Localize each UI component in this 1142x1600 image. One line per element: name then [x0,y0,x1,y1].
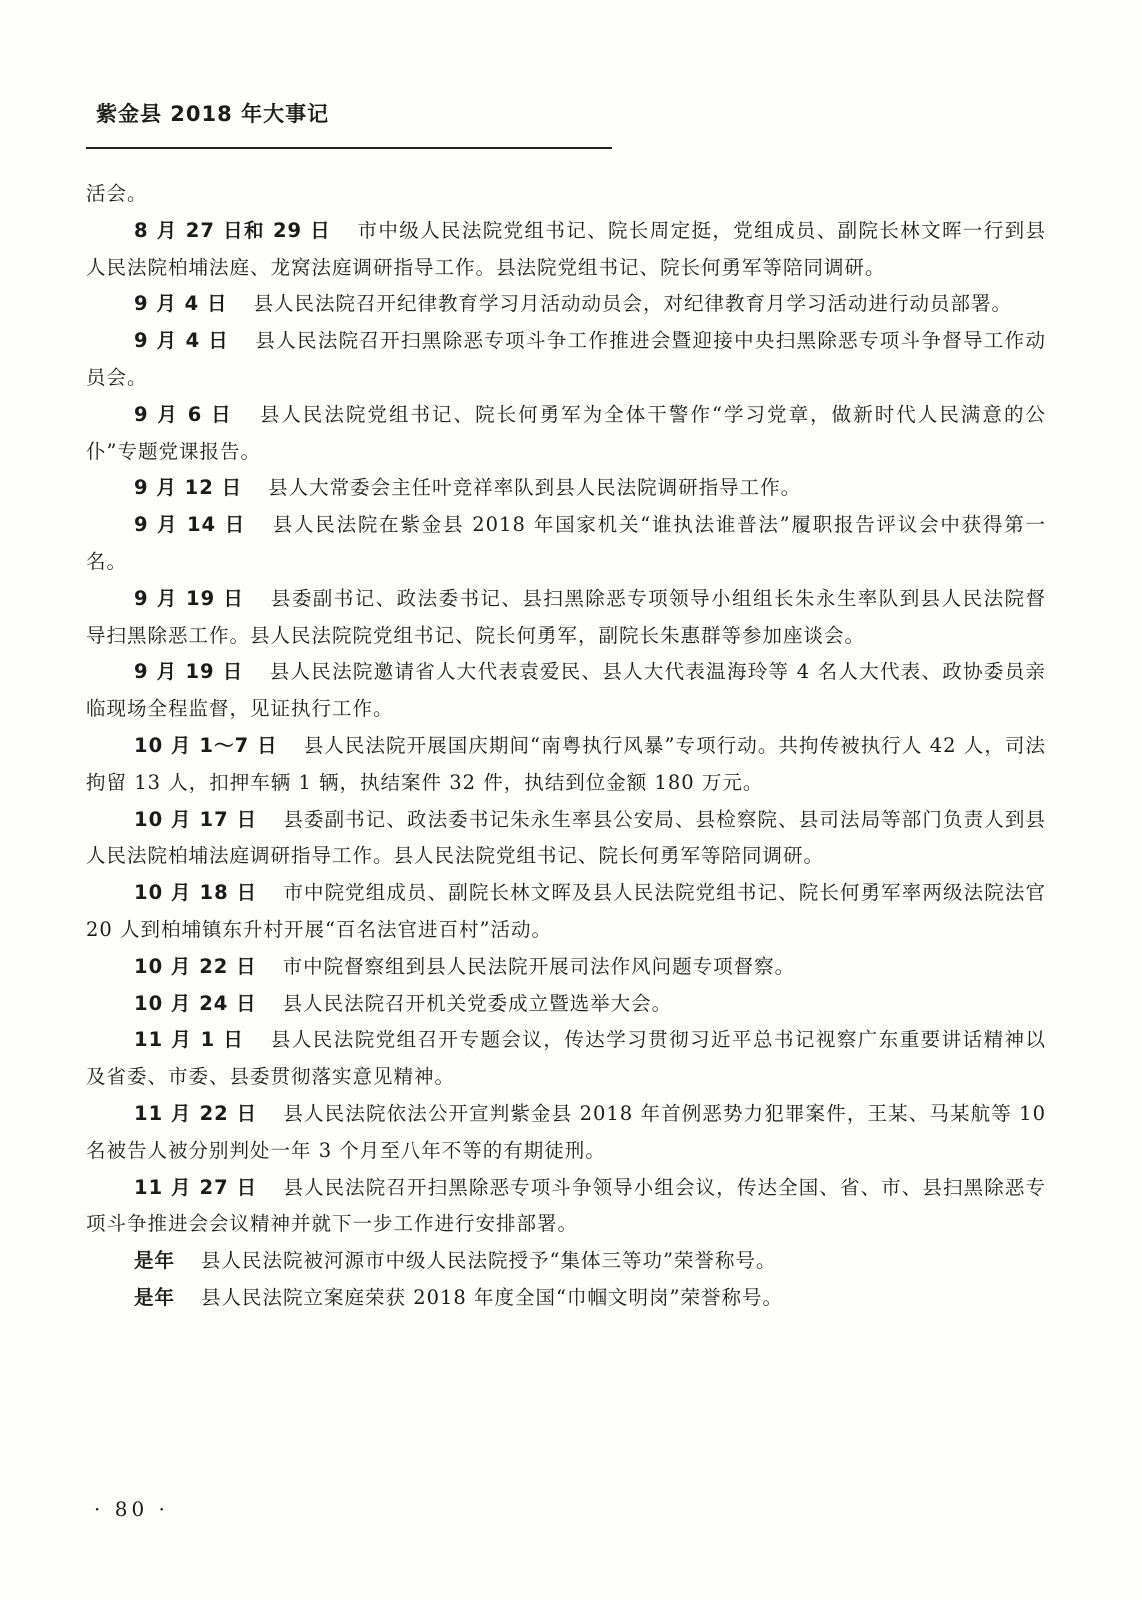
entry-date: 9 月 4 日 [134,292,228,316]
chronicle-entry [86,1170,1046,1244]
entry-date: 9 月 14 日 [134,513,246,537]
entry-text: 县人大常委会主任叶竞祥率队到县人民法院调研指导工作。 [268,476,802,500]
chronicle-entry [86,507,1046,581]
chronicle-entry [86,470,1046,507]
entry-date: 11 月 22 日 [134,1101,258,1125]
entry-date: 8 月 27 日和 29 日 [134,218,332,242]
entry-date: 10 月 17 日 [134,807,258,831]
entry-text: 县人民法院依法公开宣判紫金县 2018 年首例恶势力犯罪案件，王某、马某航等 10 名被告人被分别判处一年 3 个月至八年不等的有期徒刑。 [86,1101,1046,1162]
entry-text: 县委副书记、政法委书记、县扫黑除恶专项领导小组组长朱永生率队到县人民法院督导扫黑除恶工作。县人民法院院党组书记、院长何勇军，副院长朱惠群等参加座谈会。 [86,586,1046,647]
chronicle-entry [86,802,1046,876]
entry-date: 11 月 27 日 [134,1175,258,1199]
entry-text: 市中级人民法院党组书记、院长周定挺，党组成员、副院长林文晖一行到县人民法院柏埔法庭、龙窝法庭调研指导工作。县法院党组书记、院长何勇军等陪同调研。 [86,218,1046,279]
entry-text: 县人民法院立案庭荣获 2018 年度全国“巾帼文明岗”荣誉称号。 [201,1285,783,1309]
entry-date: 10 月 24 日 [134,991,257,1015]
entry-text: 县人民法院召开扫黑除恶专项斗争工作推进会暨迎接中央扫黑除恶专项斗争督导工作动员会。 [86,329,1046,389]
chronicle-entry [86,1096,1046,1170]
entry-text: 县人民法院开展国庆期间“南粤执行风暴”专项行动。共拘传被执行人 42 人，司法拘留 13 人，扣押车辆 1 辆，执结案件 32 件，执结到位金额 180 万元。 [86,733,1046,794]
chronicle-entry [86,323,1046,397]
chronicle-entry [86,986,1046,1023]
entry-date: 10 月 22 日 [134,954,257,978]
chronicle-body [86,176,1046,1317]
entry-text: 县委副书记、政法委书记朱永生率县公安局、县检察院、县司法局等部门负责人到县人民法院柏埔法庭调研指导工作。县人民法院党组书记、院长何勇军等陪同调研。 [86,807,1046,868]
chronicle-entry [86,1280,1046,1317]
chronicle-entry [86,286,1046,323]
entry-text: 县人民法院召开扫黑除恶专项斗争领导小组会议，传达全国、省、市、县扫黑除恶专项斗争推进会会议精神并就下一步工作进行安排部署。 [86,1175,1046,1236]
chronicle-entry [86,728,1046,802]
chronicle-entry [86,949,1046,986]
chronicle-entry [86,213,1046,287]
entry-date: 9 月 12 日 [134,476,243,500]
continuation-text: 活会。 [86,182,148,205]
chronicle-entry [86,654,1046,728]
entry-date: 9 月 19 日 [134,586,245,610]
entry-date: 9 月 6 日 [134,402,233,426]
entry-date: 9 月 4 日 [134,329,230,353]
entry-date: 10 月 1～7 日 [134,733,278,757]
header-rule [86,147,612,149]
chronicle-entry [86,875,1046,949]
entry-date: 10 月 18 日 [134,881,258,905]
entry-list [86,213,1046,1317]
entry-text: 县人民法院召开机关党委成立暨选举大会。 [282,991,673,1015]
entry-text: 县人民法院召开纪律教育学习月活动动员会，对纪律教育月学习活动进行动员部署。 [253,292,1013,316]
entry-text: 县人民法院被河源市中级人民法院授予“集体三等功”荣誉称号。 [201,1249,777,1273]
entry-text: 县人民法院党组书记、院长何勇军为全体干警作“学习党章，做新时代人民满意的公仆”专题党课报告。 [86,402,1046,463]
entry-date: 9 月 19 日 [134,660,244,684]
running-head: 紫金县 2018 年大事记 [96,102,330,126]
entry-text: 县人民法院邀请省人大代表袁爱民、县人大代表温海玲等 4 名人大代表、政协委员亲临现场全程监督，见证执行工作。 [86,660,1046,721]
entry-text: 市中院党组成员、副院长林文晖及县人民法院党组书记、院长何勇军率两级法院法官 20 人到柏埔镇东升村开展“百名法官进百村”活动。 [86,881,1046,941]
chronicle-entry [86,397,1046,471]
entry-text: 市中院督察组到县人民法院开展司法作风问题专项督察。 [282,954,796,978]
chronicle-entry [86,1243,1046,1280]
entry-date: 是年 [134,1285,176,1309]
entry-text: 县人民法院在紫金县 2018 年国家机关“谁执法谁普法”履职报告评议会中获得第一名。 [86,513,1046,573]
chronicle-entry [86,1022,1046,1096]
page-number: · 80 · [94,1497,169,1521]
entry-text: 县人民法院党组召开专题会议，传达学习贯彻习近平总书记视察广东重要讲话精神以及省委、市委、县委贯彻落实意见精神。 [86,1028,1046,1089]
entry-date: 是年 [134,1249,176,1273]
chronicle-entry [86,581,1046,655]
entry-date: 11 月 1 日 [134,1028,245,1052]
